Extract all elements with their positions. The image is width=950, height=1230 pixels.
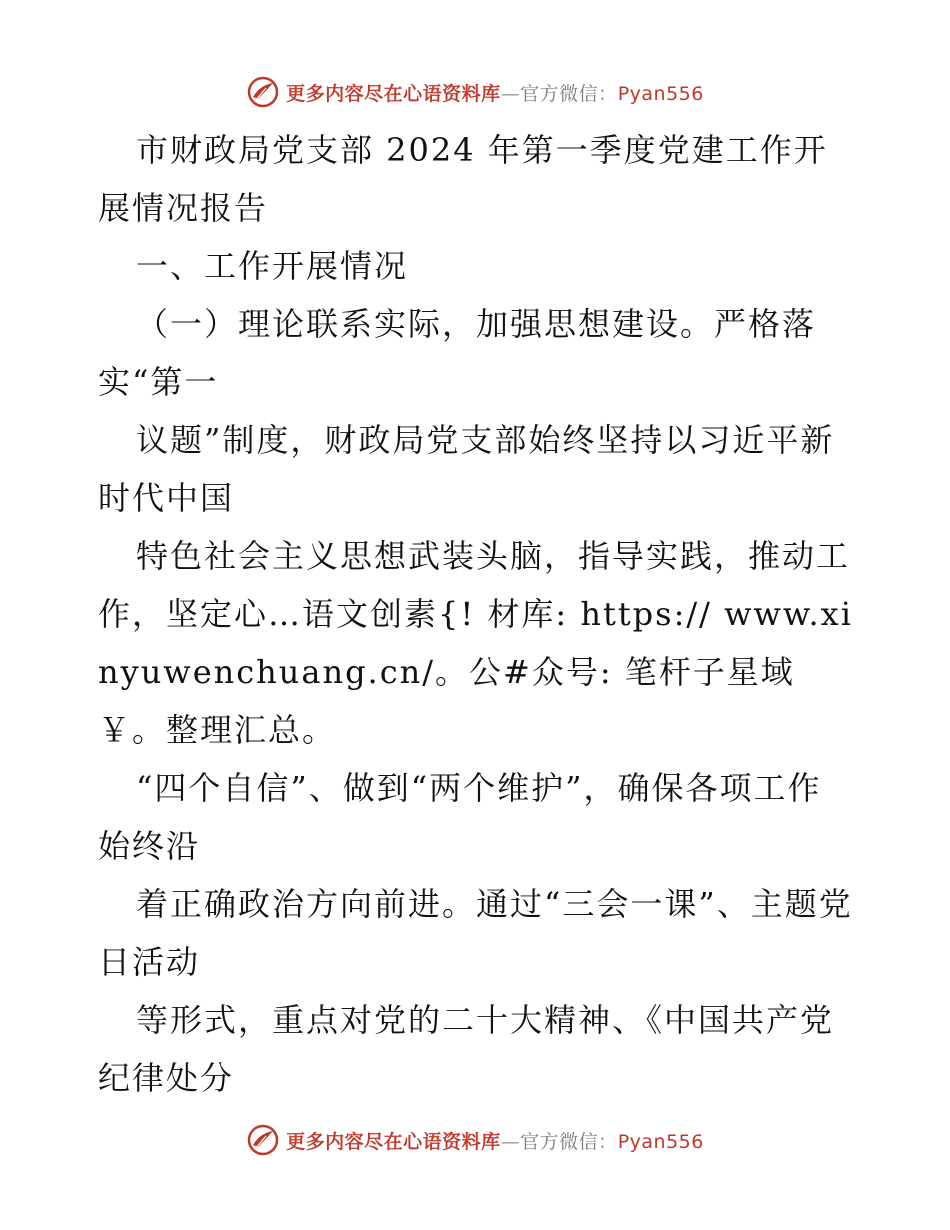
banner-site-name: 更多内容尽在心语资料库 <box>286 1130 501 1153</box>
paragraph: （一）理论联系实际，加强思想建设。严格落实“第一 <box>98 305 817 401</box>
banner-text <box>286 1127 704 1154</box>
banner-site-name: 更多内容尽在心语资料库 <box>286 82 501 105</box>
document-body <box>98 121 853 1107</box>
banner-separator: — <box>500 82 521 105</box>
header-watermark-banner <box>0 72 950 112</box>
footer-watermark-banner <box>0 1120 950 1160</box>
banner-wechat-id: Pyan556 <box>617 1130 704 1153</box>
banner-wechat-id: Pyan556 <box>617 82 704 105</box>
quill-logo-icon <box>246 75 280 109</box>
paragraph: 着正确政治方向前进。通过“三会一课”、主题党日活动 <box>98 885 853 981</box>
paragraph: “四个自信”、做到“两个维护”，确保各项工作始终沿 <box>98 769 822 865</box>
banner-text <box>286 79 704 106</box>
banner-wechat-label: 官方微信： <box>520 82 618 105</box>
section-heading: 一、工作开展情况 <box>136 247 409 285</box>
banner-wechat-label: 官方微信： <box>520 1130 618 1153</box>
paragraph: 议题”制度，财政局党支部始终坚持以习近平新时代中国 <box>98 421 835 517</box>
quill-logo-icon <box>246 1123 280 1157</box>
banner-separator: — <box>500 1130 521 1153</box>
paragraph: 特色社会主义思想武装头脑，指导实践，推动工作，坚定心…语文创素{! 材库: https:// www.xinyuwenchuang.cn/。公#众号: 笔杆子星域￥。整理汇总。 <box>98 537 853 749</box>
paragraph: 等形式，重点对党的二十大精神、《中国共产党纪律处分 <box>98 1001 835 1097</box>
document-title: 市财政局党支部 2024 年第一季度党建工作开展情况报告 <box>98 131 828 227</box>
